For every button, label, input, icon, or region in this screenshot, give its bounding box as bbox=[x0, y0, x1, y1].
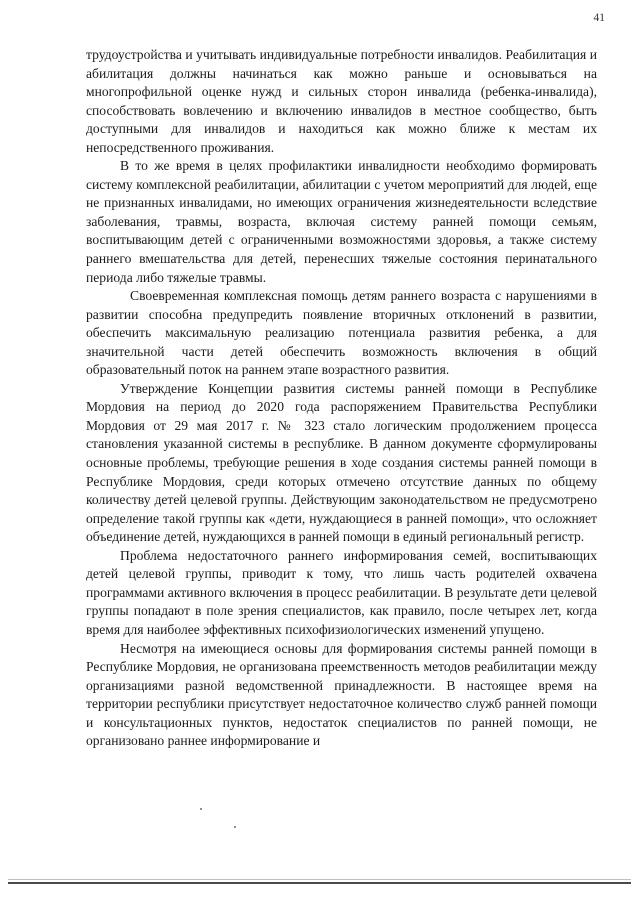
footer-rule-thick bbox=[8, 882, 631, 884]
document-body bbox=[86, 46, 597, 751]
paragraph-disability-prevention: В то же время в целях профилактики инвалидности необходимо формировать систему комплексной реабилитации, абилитации с учетом мероприятий для людей, еще не признанных инвалидами, но имеющих ограничения жизнедеятельности вследствие заболевания, травмы, возраста, включая систему ранней помощи семьям, воспитывающим детей с ограниченными возможностями здоровья, а также систему раннего вмешательства для детей, перенесших тяжелые состояния перинатального периода либо тяжелые травмы. bbox=[86, 158, 597, 285]
paragraph-system-gaps: Несмотря на имеющиеся основы для формирования системы ранней помощи в Республике Мордовия, не организована преемственность методов реабилитации между организациями разной ведомственной принадлежности. В настоящее время на территории республики присутствует недостаточное количество служб ранней помощи и консультационных пунктов, недостаток специалистов по ранней помощи, не организовано раннее информирование и bbox=[86, 640, 597, 749]
page-number: 41 bbox=[593, 12, 605, 24]
paragraph-concept-approval: Утверждение Концепции развития системы ранней помощи в Республике Мордовия на период до 2020 года распоряжением Правительства Республики Мордовия от 29 мая 2017 г. № 323 стало логическим продолжением процесса становления указанной системы в республике. В данном документе сформулированы основные проблемы, требующие решения в ходе создания системы ранней помощи в Республике Мордовия, среди которых отмечено отсутствие данных по общему количеству детей целевой группы. Действующим законодательством не предусмотрено определение такой группы как «дети, нуждающиеся в ранней помощи», что осложняет объединение детей, нуждающихся в ранней помощи в единый региональный регистр. bbox=[86, 380, 597, 545]
paragraph-continuation: трудоустройства и учитывать индивидуальные потребности инвалидов. Реабилитация и абилитация должны начинаться как можно раньше и основываться на многопрофильной оценке нужд и сильных сторон инвалида (ребенка-инвалида), способствовать вовлечению и включению инвалидов в местное сообщество, быть доступными для инвалидов и находиться как можно ближе к местам их непосредственного проживания. bbox=[86, 47, 597, 155]
paragraph-timely-assistance: Своевременная комплексная помощь детям раннего возраста с нарушениями в развитии способна предупредить появление вторичных отклонений в развитии, обеспечить максимальную реализацию потенциала развития ребенка, а для значительной части детей обеспечить возможность включения в общий образовательный поток на раннем этапе возрастного развития. bbox=[86, 288, 597, 378]
footer-rule-thin bbox=[8, 879, 631, 880]
scan-speck bbox=[234, 826, 236, 828]
scan-speck bbox=[200, 808, 202, 810]
paragraph-early-informing-problem: Проблема недостаточного раннего информирования семей, воспитывающих детей целевой группы, приводит к тому, что лишь часть родителей охвачена программами активного включения в процесс реабилитации. В результате дети целевой группы попадают в поле зрения специалистов, как правило, после четырех лет, когда время для наиболее эффективных психофизиологических изменений упущено. bbox=[86, 547, 597, 637]
